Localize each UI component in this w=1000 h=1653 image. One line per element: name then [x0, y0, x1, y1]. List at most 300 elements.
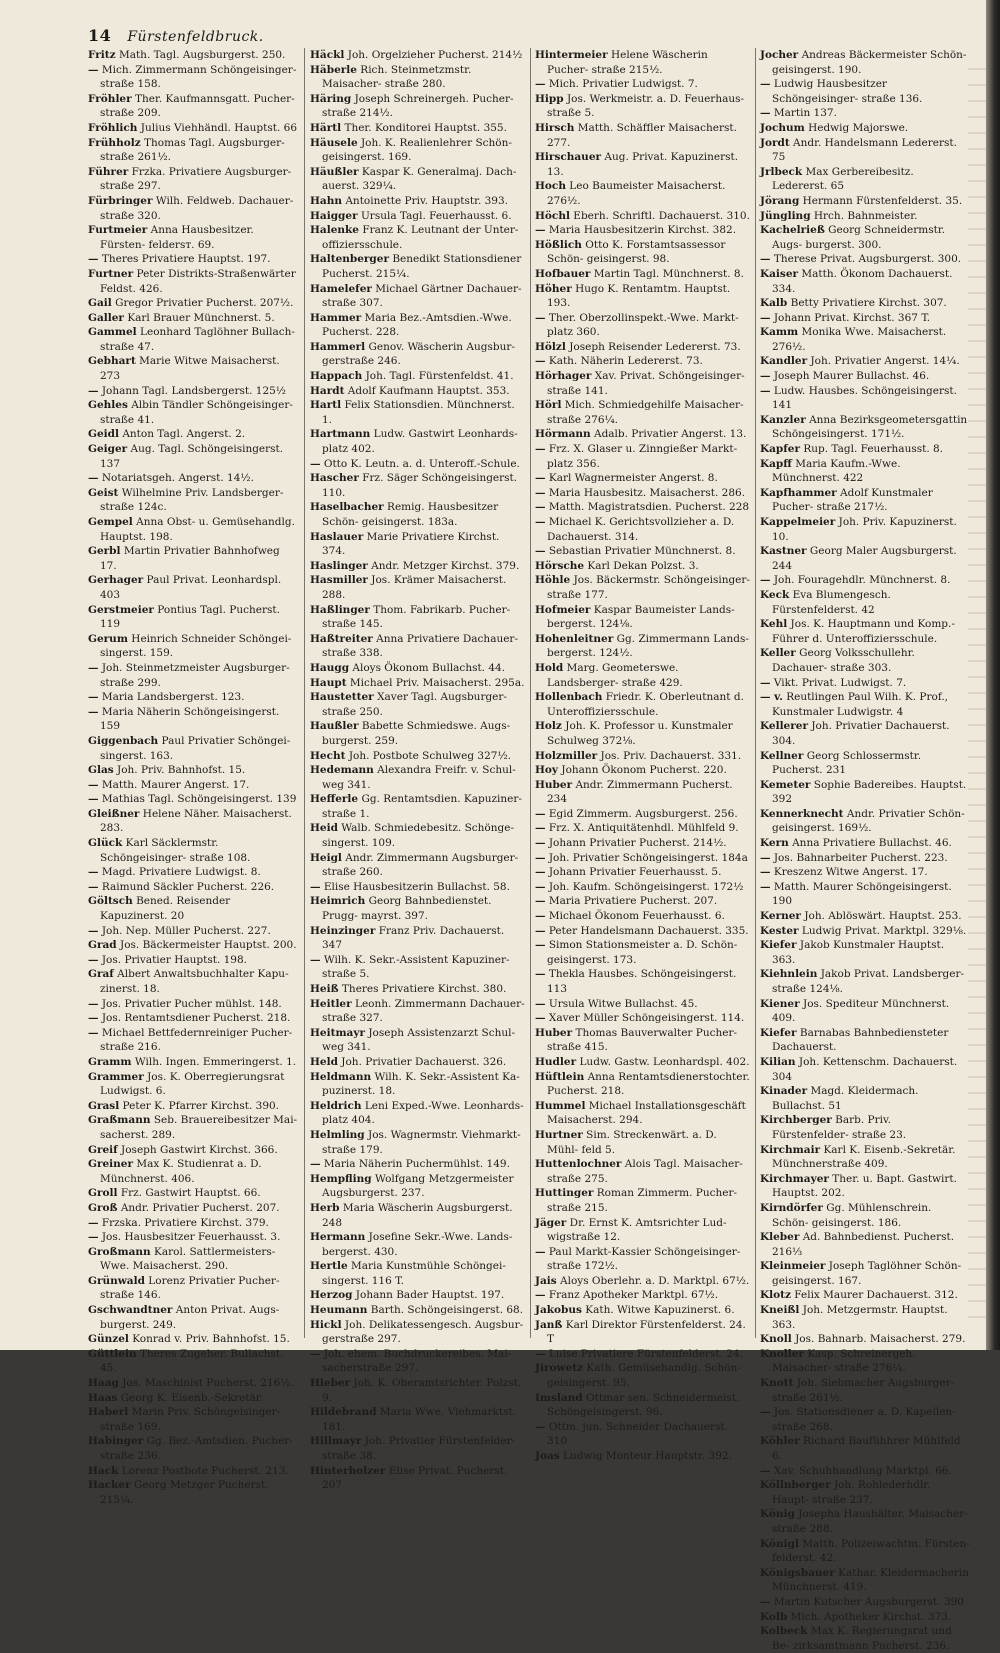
directory-entry: [88, 1216, 298, 1231]
directory-entry: [760, 1434, 970, 1463]
entry-surname: Janß: [535, 1318, 563, 1331]
entry-details: Georg Maler Augsburgerst. 244: [772, 545, 957, 572]
directory-entry: [535, 354, 751, 369]
entry-surname: Jüngling: [760, 209, 811, 222]
entry-surname: Haag: [88, 1377, 119, 1390]
directory-entry: [760, 1376, 970, 1405]
entry-surname: —: [535, 880, 546, 893]
directory-entry: [760, 1113, 970, 1142]
entry-details: Peter Handelsmann Dachauerst. 335.: [548, 924, 749, 937]
directory-entry: [310, 121, 526, 136]
entry-details: Rup. Tagl. Feuerhausst. 8.: [803, 443, 944, 456]
entry-surname: —: [88, 1012, 99, 1025]
directory-entry: [310, 1464, 526, 1493]
entry-surname: Kanzler: [760, 413, 806, 426]
entry-details: Kreszenz Witwe Angerst. 17.: [773, 866, 928, 879]
entry-details: Andr. Zimmermann Pucherst. 234: [547, 778, 733, 806]
entry-surname: Galler: [88, 311, 124, 324]
entry-details: Anna Rentamtsdienerstochter. Pucherst. 218.: [547, 1070, 750, 1098]
directory-entry: [760, 106, 970, 121]
entry-surname: Hamelefer: [310, 282, 372, 295]
entry-surname: Häußler: [310, 165, 359, 178]
directory-entry: [760, 1026, 970, 1055]
entry-surname: Kellner: [760, 749, 804, 762]
entry-details: Ludw. Gastw. Leonhardspl. 402.: [579, 1055, 750, 1068]
entry-surname: Hasmiller: [310, 574, 368, 587]
entry-details: Wolfgang Metzgermeister Augsburgerst. 237.: [322, 1172, 514, 1200]
entry-surname: Groß: [88, 1201, 118, 1214]
directory-entry: [88, 1113, 298, 1142]
directory-entry: [535, 851, 751, 866]
directory-entry: [88, 325, 298, 354]
entry-details: Maria Hausbesitzerin Kirchst. 382.: [548, 224, 737, 237]
entry-surname: —: [310, 1158, 321, 1171]
entry-details: Anton Privat. Augs- burgerst. 249.: [100, 1304, 280, 1331]
entry-details: Ludwig Hausbesitzer Schöngeisinger- straße 136.: [772, 78, 923, 105]
directory-entry: [760, 77, 970, 106]
directory-entry: [760, 646, 970, 675]
directory-entry: [310, 384, 526, 399]
directory-entry: [310, 603, 526, 632]
directory-entry: [760, 749, 970, 778]
entry-surname: Hörhager: [535, 370, 592, 383]
entry-surname: —: [760, 866, 771, 879]
entry-details: Joh. Orgelzieher Pucherst. 214½: [347, 49, 523, 61]
entry-surname: —: [760, 384, 771, 397]
entry-surname: —: [535, 968, 546, 981]
entry-surname: Geist: [88, 486, 119, 499]
entry-details: Elise Hausbesitzerin Bullachst. 58.: [323, 880, 510, 893]
entry-surname: —: [535, 355, 546, 368]
entry-surname: Grad: [88, 939, 117, 952]
directory-entry: [535, 880, 751, 895]
entry-surname: —: [535, 1420, 546, 1433]
entry-surname: —: [535, 501, 546, 514]
directory-column-1: [88, 48, 298, 1506]
entry-surname: —: [88, 472, 99, 485]
entry-surname: —: [760, 370, 771, 383]
directory-entry: [88, 1245, 298, 1274]
entry-details: Kathar. Kleidermacherin Münchnerst. 419.: [772, 1566, 969, 1594]
entry-details: Joh. Siebmacher Augsburger- straße 261½.: [772, 1377, 955, 1404]
entry-surname: Imsland: [535, 1391, 583, 1404]
directory-entry: [535, 997, 751, 1012]
directory-entry: [760, 1332, 970, 1347]
directory-entry: [535, 559, 751, 574]
directory-entry: [760, 1259, 970, 1288]
directory-entry: [760, 588, 970, 617]
entry-surname: —: [760, 574, 771, 587]
entry-details: Monika Wwe. Maisacherst. 276½.: [772, 326, 947, 353]
directory-entry: [310, 252, 526, 281]
entry-surname: —: [88, 997, 99, 1010]
directory-entry: [760, 924, 970, 939]
entry-surname: Jäger: [535, 1216, 567, 1229]
entry-details: Sebastian Privatier Münchnerst. 8.: [548, 545, 736, 558]
directory-entry: [535, 1303, 751, 1318]
entry-surname: Geiger: [88, 443, 128, 456]
entry-surname: Kester: [760, 924, 799, 937]
page-number: 14: [88, 26, 112, 45]
entry-surname: —: [760, 851, 771, 864]
entry-surname: Haupt: [310, 676, 347, 689]
entry-details: Wilh. K. Sekr.-Assistent Kapuziner- straße 5.: [322, 953, 510, 981]
entry-details: Jos. Bahnarbeiter Pucherst. 223.: [773, 851, 948, 864]
directory-entry: [760, 1055, 970, 1084]
entry-surname: Hüftlein: [535, 1070, 585, 1083]
directory-entry: [760, 384, 970, 413]
directory-entry: [760, 1288, 970, 1303]
entry-surname: Jocher: [760, 49, 799, 61]
directory-entry: [310, 821, 526, 850]
entry-details: Therese Privat. Augsburgerst. 300.: [773, 253, 962, 266]
directory-entry: [310, 165, 526, 194]
entry-details: Walb. Schmiedebesitz. Schönge- singerst. 109.: [322, 822, 514, 850]
directory-entry: [88, 544, 298, 573]
directory-entry: [310, 311, 526, 340]
entry-details: Maria Kunstmühle Schöngei- singerst. 116 T.: [322, 1260, 506, 1287]
entry-surname: —: [535, 939, 546, 952]
entry-surname: Kirchmayer: [760, 1172, 829, 1185]
entry-surname: Gerhager: [88, 574, 144, 587]
directory-entry: [88, 894, 298, 923]
entry-surname: Herzog: [310, 1289, 353, 1302]
directory-entry: [535, 209, 751, 224]
entry-details: Mich. Apotheker Kirchst. 373.: [790, 1610, 952, 1623]
directory-entry: [310, 1434, 526, 1463]
entry-surname: Fröhlich: [88, 121, 138, 134]
entry-details: Helene Näher. Maisacherst. 283.: [100, 807, 292, 835]
entry-details: Michael Priv. Maisacherst. 295a.: [349, 676, 525, 689]
entry-details: Reutlingen Paul Wilh. K. Prof., Kunstmaler Ludwigstr. 4: [772, 691, 949, 718]
entry-details: Joh. Privatier Schöngeisingerst. 184a: [548, 851, 748, 864]
entry-surname: Königl: [760, 1537, 799, 1550]
entry-details: Mathias Tagl. Schöngeisingerst. 139: [101, 793, 297, 806]
entry-surname: —: [88, 778, 99, 791]
directory-entry: [535, 1055, 751, 1070]
entry-details: Joseph Reisender Ledererst. 73.: [569, 340, 741, 353]
entry-surname: Gerbl: [88, 545, 121, 558]
directory-entry: [310, 749, 526, 764]
entry-details: Jos. Maschinist Pucherst. 216½.: [122, 1377, 294, 1390]
directory-entry: [760, 617, 970, 646]
entry-surname: Haslinger: [310, 559, 368, 572]
directory-entry: [88, 136, 298, 165]
entry-surname: Kolb: [760, 1610, 788, 1623]
entry-surname: Hudler: [535, 1055, 577, 1068]
directory-entry: [88, 1347, 298, 1376]
entry-surname: Kapfer: [760, 443, 801, 456]
entry-details: Max K. Regierungsrat und Be- zirksamtmann Pucherst. 236.: [772, 1625, 952, 1652]
entry-surname: Kneißl: [760, 1304, 800, 1317]
entry-details: Ursula Tagl. Feuerhausst. 6.: [360, 209, 512, 222]
entry-surname: —: [760, 311, 771, 324]
directory-entry: [535, 938, 751, 967]
entry-details: Adalb. Privatier Angerst. 13.: [593, 428, 747, 441]
entry-surname: Gail: [88, 297, 112, 310]
entry-surname: — v.: [760, 691, 783, 704]
entry-surname: —: [310, 1347, 321, 1360]
entry-details: Michael Gärtner Dachauer- straße 307.: [322, 282, 522, 310]
directory-entry: [310, 690, 526, 719]
entry-surname: Hacker: [88, 1479, 131, 1492]
directory-entry: [535, 909, 751, 924]
entry-surname: Höhle: [535, 574, 571, 587]
entry-surname: —: [88, 924, 99, 937]
entry-surname: Knoller: [760, 1347, 804, 1360]
entry-surname: Gammel: [88, 326, 137, 339]
entry-surname: Kolbeck: [760, 1625, 808, 1638]
entry-details: Alexandra Freifr. v. Schul- weg 341.: [322, 764, 516, 791]
entry-details: Ad. Bahnbedienst. Pucherst. 216⅓: [772, 1231, 955, 1258]
directory-entry: [535, 1070, 751, 1099]
entry-surname: Hohenleitner: [535, 632, 614, 645]
entry-details: Rich. Steinmetzmstr. Maisacher- straße 280.: [322, 63, 472, 91]
entry-surname: Kappelmeier: [760, 516, 836, 528]
directory-entry: [535, 1318, 751, 1347]
entry-details: Felix Maurer Dachauerst. 312.: [794, 1289, 958, 1302]
directory-entry: [535, 865, 751, 880]
entry-details: Andr. Handelsmann Ledererst. 75: [772, 136, 957, 164]
entry-surname: —: [760, 676, 771, 689]
directory-entry: [310, 1128, 526, 1157]
entry-surname: Heitler: [310, 997, 352, 1010]
entry-details: Jos. Bäckermstr. Schöngeisinger- straße 177.: [547, 574, 750, 601]
entry-details: Joh. Priv. Bahnhofst. 15.: [117, 764, 246, 777]
entry-details: Jos. Priv. Dachauerst. 331.: [600, 749, 742, 762]
entry-surname: Kerner: [760, 910, 801, 923]
entry-details: Gg. Bez.-Amtsdien. Pucher- straße 236.: [100, 1435, 293, 1462]
next-page-edge: [968, 60, 986, 1330]
directory-entry: [760, 209, 970, 224]
entry-surname: Keller: [760, 647, 796, 660]
entry-details: Elise Privat. Pucherst. 207: [322, 1464, 508, 1492]
directory-entry: [535, 398, 751, 427]
entry-details: Betty Privatiere Kirchst. 307.: [790, 297, 947, 310]
directory-entry: [535, 1157, 751, 1186]
entry-surname: Haßlinger: [310, 603, 370, 616]
directory-entry: [535, 924, 751, 939]
directory-entry: [310, 530, 526, 559]
entry-surname: —: [760, 1464, 771, 1477]
entry-surname: Jrlbeck: [760, 165, 803, 178]
entry-surname: Heinzinger: [310, 924, 376, 937]
directory-entry: [760, 997, 970, 1026]
entry-details: Frz. X. Antiquitätenhdl. Mühlfeld 9.: [548, 822, 739, 835]
entry-details: Magd. Kleidermach. Bullachst. 51: [772, 1085, 919, 1112]
directory-column-3: [535, 48, 751, 1462]
entry-surname: Kiefer: [760, 939, 797, 952]
directory-entry: [760, 165, 970, 194]
directory-entry: [310, 1288, 526, 1303]
entry-details: Frzka. Privatiere Augsburger- straße 297.: [100, 165, 292, 193]
entry-details: Matth. Ökonom Dachauerst. 334.: [772, 267, 953, 295]
directory-entry: [760, 1172, 970, 1201]
entry-surname: Joas: [535, 1450, 560, 1462]
entry-surname: —: [88, 63, 99, 76]
entry-surname: —: [88, 1231, 99, 1244]
entry-details: Max Gerbereibesitz. Ledererst. 65: [772, 165, 914, 193]
entry-surname: Hold: [535, 661, 564, 674]
entry-surname: —: [88, 866, 99, 879]
entry-details: Anton Tagl. Angerst. 2.: [122, 428, 246, 441]
entry-surname: Graf: [88, 968, 114, 981]
entry-details: Georg Volksschullehr. Dachauer- straße 303.: [772, 647, 915, 674]
directory-entry: [760, 719, 970, 748]
entry-details: Marie Privatiere Kirchst. 374.: [322, 530, 500, 558]
entry-surname: —: [535, 516, 546, 528]
entry-surname: Hipp: [535, 92, 564, 105]
directory-entry: [535, 238, 751, 267]
entry-surname: Kachelrieß: [760, 224, 825, 237]
entry-surname: —: [310, 457, 321, 470]
entry-surname: Hecht: [310, 749, 346, 762]
directory-entry: [310, 471, 526, 500]
entry-details: Joh. Delikatessengesch. Augsbur- gerstraße 297.: [322, 1318, 524, 1346]
entry-surname: Hefferle: [310, 793, 359, 806]
entry-surname: Großmann: [88, 1245, 151, 1258]
directory-entry: [310, 209, 526, 224]
entry-surname: Hammer: [310, 311, 362, 324]
entry-surname: Hahn: [310, 194, 342, 207]
directory-entry: [760, 1595, 970, 1610]
entry-details: Martin Tagl. Münchnerst. 8.: [593, 267, 744, 280]
entry-details: Frz. X. Glaser u. Zinngießer Markt- platz 356.: [547, 443, 738, 470]
directory-entry: [310, 894, 526, 923]
entry-surname: Jakobus: [535, 1304, 582, 1317]
entry-surname: Häring: [310, 92, 352, 105]
directory-entry: [760, 1624, 970, 1653]
entry-details: Barnabas Bahnbediensteter Dachauerst.: [772, 1026, 949, 1054]
directory-entry: [310, 1376, 526, 1405]
entry-details: Jos. Bahnarb. Maisacherst. 279.: [795, 1333, 966, 1346]
entry-surname: Heumann: [310, 1304, 368, 1317]
directory-entry: [88, 967, 298, 996]
directory-column-4: [760, 48, 970, 1652]
entry-details: Antoinette Priv. Hauptstr. 393.: [345, 194, 509, 207]
entry-details: Joh. Privatier Fürstenfelder- straße 38.: [322, 1435, 516, 1462]
entry-surname: Holz: [535, 720, 562, 733]
entry-details: Kaspar Baumeister Lands- bergerst. 124⅛.: [547, 603, 735, 631]
entry-details: Joh. Kaufm. Schöngeisingerst. 172½: [548, 880, 744, 893]
directory-entry: [88, 1376, 298, 1391]
entry-details: Andreas Bäckermeister Schön- geisingerst. 190.: [772, 49, 967, 76]
directory-entry: [760, 267, 970, 296]
directory-entry: [535, 1026, 751, 1055]
directory-entry: [88, 1186, 298, 1201]
running-title: Fürstenfeldbruck.: [127, 29, 264, 45]
entry-surname: Haugg: [310, 661, 350, 674]
entry-surname: Hermann: [310, 1231, 366, 1244]
entry-surname: Hofbauer: [535, 267, 591, 280]
entry-surname: Häusele: [310, 136, 358, 149]
directory-entry: [310, 1157, 526, 1172]
directory-entry: [535, 821, 751, 836]
directory-entry: [88, 1303, 298, 1332]
entry-surname: Höchl: [535, 209, 570, 222]
entry-surname: Graßmann: [88, 1114, 151, 1127]
directory-entry: [88, 734, 298, 763]
entry-details: Adolf Kaufmann Hauptst. 353.: [347, 384, 510, 397]
entry-details: Felix Stationsdien. Münchnerst. 1.: [322, 399, 515, 426]
entry-surname: Haltenberger: [310, 253, 389, 266]
entry-surname: Hartl: [310, 399, 342, 412]
entry-details: Michael Bettfedernreiniger Pucher- straße 216.: [100, 1026, 293, 1054]
directory-entry: [310, 982, 526, 997]
directory-entry: [760, 1537, 970, 1566]
directory-entry: [760, 48, 970, 77]
entry-surname: —: [535, 1289, 546, 1302]
entry-surname: —: [760, 78, 771, 91]
entry-details: Jakob Kunstmaler Hauptst. 363.: [772, 939, 945, 966]
entry-details: Georg K. Eisenb.-Sekretär.: [120, 1391, 263, 1404]
directory-entry: [88, 194, 298, 223]
entry-details: Joseph Maurer Bullachst. 46.: [773, 370, 930, 383]
entry-details: Anna Privatiere Dachauer- straße 338.: [322, 632, 518, 660]
directory-entry: [310, 1172, 526, 1201]
entry-details: Leo Baumeister Maisacherst. 276½.: [547, 180, 726, 207]
entry-surname: Klotz: [760, 1289, 791, 1302]
entry-details: Maria Bez.-Amtsdien.-Wwe. Pucherst. 228.: [322, 311, 512, 339]
entry-details: Matth. Maurer Angerst. 17.: [101, 778, 250, 791]
entry-surname: Heigl: [310, 851, 342, 864]
directory-entry: [310, 500, 526, 529]
entry-surname: Köllnberger: [760, 1479, 831, 1492]
directory-entry: [535, 121, 751, 150]
directory-entry: [310, 632, 526, 661]
entry-surname: Kirndörfer: [760, 1201, 823, 1214]
entry-details: Otto K. Leutn. a. d. Unteroff.-Schule.: [323, 457, 520, 470]
entry-details: Aug. Privat. Kapuzinerst. 13.: [547, 151, 739, 178]
entry-details: Matth. Schäffler Maisacherst. 277.: [547, 121, 737, 149]
directory-entry: [310, 1347, 526, 1376]
directory-entry: [760, 938, 970, 967]
entry-surname: —: [88, 953, 99, 966]
directory-entry: [535, 573, 751, 602]
entry-details: Wilh. Ingen. Emmeringerst. 1.: [134, 1055, 297, 1068]
entry-surname: Hoy: [535, 764, 559, 777]
entry-details: Richard Baufühhrer Mühlfeld 6.: [772, 1435, 961, 1462]
entry-details: Remig. Hausbesitzer Schön- geisingerst. 183a.: [322, 501, 499, 528]
entry-surname: Greif: [88, 1143, 118, 1156]
directory-entry: [310, 1055, 526, 1070]
entry-details: Joh. Nep. Müller Pucherst. 227.: [101, 924, 271, 937]
directory-entry: [310, 924, 526, 953]
entry-surname: —: [535, 1347, 546, 1360]
entry-surname: Huttenlochner: [535, 1158, 622, 1171]
directory-entry: [88, 1464, 298, 1479]
entry-details: Joh. Metzgermstr. Hauptst. 363.: [772, 1304, 948, 1331]
entry-details: Maria Kaufm.-Wwe. Münchnerst. 422: [772, 457, 901, 485]
directory-entry: [310, 1318, 526, 1347]
entry-details: Maria Näherin Schöngeisingerst. 159: [100, 705, 280, 733]
entry-details: Johann Tagl. Landsbergerst. 125½: [101, 384, 286, 397]
directory-entry: [88, 603, 298, 632]
entry-surname: —: [535, 1245, 546, 1258]
entry-details: Gg. Zimmermann Lands- bergerst. 124½.: [547, 632, 749, 660]
entry-details: Matth. Maurer Schöngeisingerst. 190: [772, 880, 952, 908]
entry-surname: Frühholz: [88, 136, 141, 149]
entry-surname: Habinger: [88, 1435, 144, 1448]
entry-details: Joh. Privatier Dachauerst. 326.: [341, 1055, 507, 1068]
entry-details: Frz. Säger Schöngeisingerst. 110.: [322, 472, 518, 499]
entry-surname: Gschwandtner: [88, 1304, 173, 1317]
book-spine: [986, 0, 1000, 1350]
entry-details: Joh. K. Professor u. Kunstmaler Schulweg 372⅛.: [547, 720, 733, 747]
entry-details: Josefine Sekr.-Wwe. Lands- bergerst. 430.: [322, 1231, 513, 1258]
entry-details: Raimund Säckler Pucherst. 226.: [101, 880, 275, 893]
entry-details: Jos. Werkmeistr. a. D. Feuerhaus- straße 5.: [547, 92, 745, 120]
